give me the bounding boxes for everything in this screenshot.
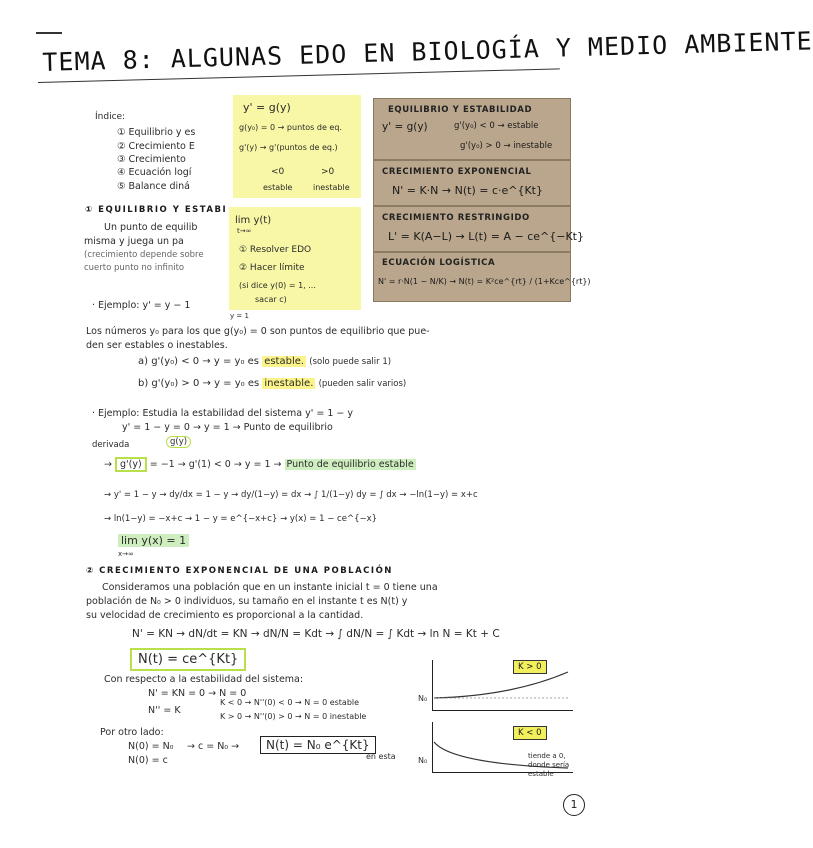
index-item-2: ② Crecimiento E — [117, 141, 195, 152]
summary-card-restricted — [373, 206, 584, 252]
case-a-text: a) g'(y₀) < 0 → y = y₀ es — [138, 356, 259, 367]
sticky2-step3: (si dice y(0) = 1, ... — [239, 281, 316, 290]
index-item-3: ③ Crecimiento — [117, 154, 186, 165]
other-text: Por otro lado: — [100, 727, 164, 738]
example-2-line1: y' = 1 − y = 0 → y = 1 → Punto de equilibrio — [122, 422, 333, 433]
summary-card-title: CRECIMIENTO EXPONENCIAL — [382, 167, 532, 177]
example-2: · Ejemplo: Estudia la estabilidad del sistema y' = 1 − y — [92, 408, 353, 419]
example-2-highlight: Punto de equilibrio estable — [286, 459, 414, 470]
index-item-1: ① Equilibrio y es — [117, 127, 196, 138]
stability-line: N' = KN = 0 → N = 0 — [148, 688, 247, 699]
example-2-limit-sub: x→∞ — [118, 550, 134, 558]
stability-line: K > 0 → N''(0) > 0 → N = 0 inestable — [220, 712, 367, 721]
section2-text: población de N₀ > 0 individuos, su tamaño en el instante t es N(t) y — [86, 596, 408, 607]
summary-card-formula: y' = g(y) — [382, 121, 428, 133]
section2-heading: ② CRECIMIENTO EXPONENCIAL DE UNA POBLACIÓN — [86, 566, 393, 576]
sticky2-step2: ② Hacer límite — [239, 263, 305, 273]
graph-side-note: tiende a 0, donde sería estable — [528, 752, 570, 778]
example-2-g: g(y) — [166, 436, 191, 448]
index-heading: Índice: — [95, 112, 126, 122]
section1-text: (crecimiento depende sobre — [84, 250, 204, 260]
graph-tag-k-positive: K > 0 — [513, 660, 547, 674]
example-2-line2 — [104, 459, 416, 470]
summary-card-equilibrium — [373, 98, 571, 160]
sticky1-left-sign: <0 — [271, 167, 285, 177]
stability-line: K < 0 → N''(0) < 0 → N = 0 estable — [220, 698, 360, 707]
page-number: 1 — [563, 794, 585, 816]
sticky2-step1: ① Resolver EDO — [239, 245, 312, 255]
section2-result-box: N(t) = ce^{Kt} — [130, 648, 246, 671]
summary-card-title: EQUILIBRIO Y ESTABILIDAD — [388, 105, 533, 115]
other-line: N(0) = c — [128, 755, 168, 766]
summary-card-exponential — [373, 160, 571, 206]
sticky1-line3: g'(y) → g'(puntos de eq.) — [239, 143, 338, 152]
example-2-line2-text: = −1 → g'(1) < 0 → y = 1 → — [149, 459, 282, 470]
graph-n0-label: N₀ — [418, 694, 428, 703]
sticky1-left-word: estable — [263, 183, 293, 192]
sticky2-lim-sub: t→∞ — [237, 227, 252, 235]
other-line: → c = N₀ → — [187, 741, 240, 752]
graph-note: en esta — [366, 752, 396, 761]
graph-k-positive-curve — [432, 660, 572, 710]
example-1: · Ejemplo: y' = y − 1 — [92, 300, 191, 311]
case-a — [138, 356, 391, 367]
case-b-highlight: inestable. — [264, 378, 314, 389]
section2-text: Consideramos una población que en un instante inicial t = 0 tiene una — [102, 582, 438, 593]
sticky1-right-word: inestable — [313, 183, 350, 192]
stability-text: Con respecto a la estabilidad del sistema: — [104, 674, 304, 685]
case-b — [138, 378, 406, 389]
case-a-highlight: estable. — [264, 356, 305, 367]
section1-text: cuerto punto no infinito — [84, 263, 185, 273]
page-title: TEMA 8: ALGUNAS EDO EN BIOLOGÍA Y MEDIO AMBIENTE — [42, 26, 813, 77]
summary-card-formula: L' = K(A−L) → L(t) = A − ce^{−Kt} — [388, 230, 584, 243]
index-item-4: ④ Ecuación logí — [117, 167, 192, 178]
sticky2-step4: sacar c) — [255, 295, 287, 304]
section1-text: misma y juega un pa — [84, 236, 184, 247]
sticky1-line1: y' = g(y) — [243, 101, 291, 114]
section2-equation: N' = KN → dN/dt = KN → dN/N = Kdt → ∫ dN/N = ∫ Kdt → ln N = Kt + C — [132, 628, 500, 640]
graph-n0-label: N₀ — [418, 756, 428, 765]
sticky-note-limit — [229, 207, 361, 310]
summary-card-formula: g'(y₀) < 0 → estable — [454, 121, 539, 131]
example-2-derivada: derivada — [92, 440, 130, 450]
section1-text: Un punto de equilib — [104, 222, 198, 233]
final-result-box: N(t) = N₀ e^{Kt} — [260, 736, 376, 754]
stability-line: N'' = K — [148, 705, 181, 716]
case-b-text: b) g'(y₀) > 0 → y = y₀ es — [138, 378, 260, 389]
case-b-note: (pueden salir varios) — [318, 379, 407, 389]
case-a-note: (solo puede salir 1) — [309, 357, 392, 367]
example-2-line3: → y' = 1 − y → dy/dx = 1 − y → dy/(1−y) = dx → ∫ 1/(1−y) dy = ∫ dx → −ln(1−y) = x+c — [104, 490, 478, 500]
section1-text: Los números y₀ para los que g(y₀) = 0 son puntos de equilibrio que pue- — [86, 326, 430, 337]
example-2-derivative-box: g'(y) — [115, 457, 147, 472]
section2-text: su velocidad de crecimiento es proporcional a la cantidad. — [86, 610, 364, 621]
example-1-side: y = 1 — [230, 312, 249, 320]
sticky2-lim: lim y(t) — [235, 215, 272, 226]
graph-tag-k-negative: K < 0 — [513, 726, 547, 740]
example-2-line4: → ln(1−y) = −x+c → 1 − y = e^{−x+c} → y(x) = 1 − ce^{−x} — [104, 514, 378, 524]
summary-card-title: CRECIMIENTO RESTRINGIDO — [382, 213, 530, 223]
index-item-5: ⑤ Balance diná — [117, 181, 190, 192]
example-2-limit: lim y(x) = 1 — [118, 534, 189, 547]
sticky1-right-sign: >0 — [321, 167, 335, 177]
sticky-note-stability — [233, 95, 361, 198]
summary-card-logistic — [373, 252, 591, 302]
example-2-arrow: → — [104, 459, 112, 470]
sticky1-line2: g(y₀) = 0 → puntos de eq. — [239, 123, 342, 132]
top-mark — [36, 32, 62, 34]
other-line: N(0) = N₀ — [128, 741, 174, 752]
summary-card-formula: N' = r·N(1 − N/K) → N(t) = K²ce^{rt} / (1+Kce^{rt}) — [378, 277, 591, 286]
section1-text: den ser estables o inestables. — [86, 340, 228, 351]
section1-heading: ① EQUILIBRIO Y ESTABI — [85, 205, 228, 215]
summary-card-formula: g'(y₀) > 0 → inestable — [460, 141, 553, 151]
summary-card-formula: N' = K·N → N(t) = c·e^{Kt} — [392, 184, 543, 197]
summary-card-title: ECUACIÓN LOGÍSTICA — [382, 258, 496, 268]
